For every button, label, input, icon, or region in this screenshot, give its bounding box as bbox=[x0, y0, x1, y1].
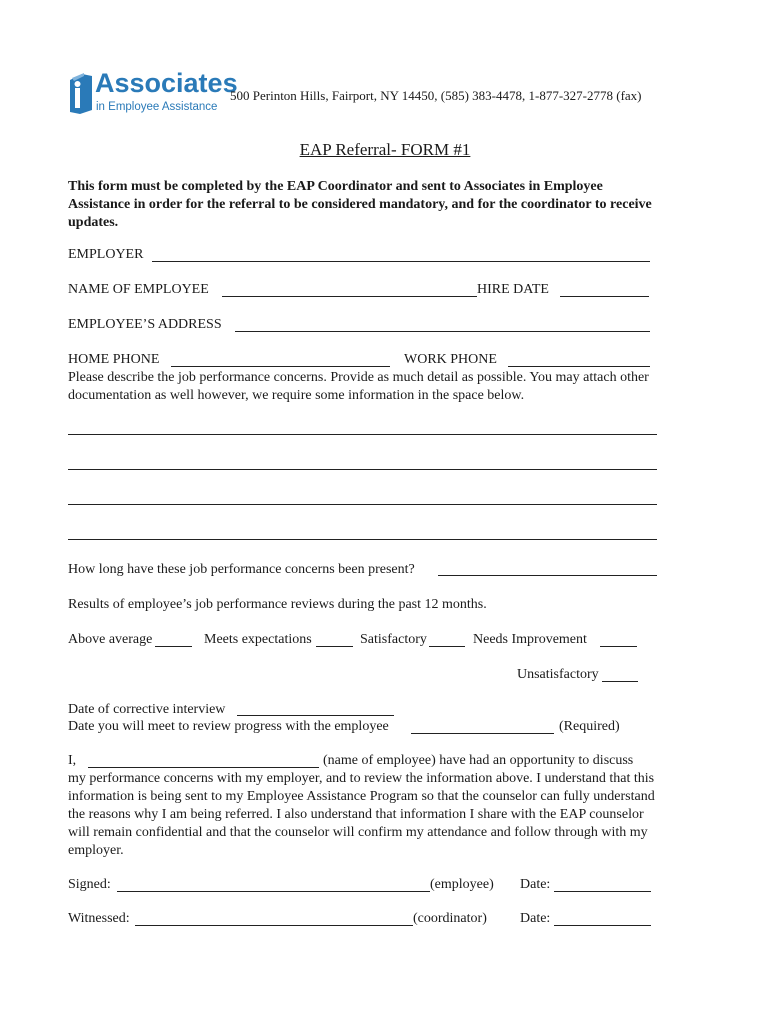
coordinator-tag: (coordinator) bbox=[413, 911, 487, 926]
witnessed-date-field[interactable] bbox=[554, 925, 651, 926]
rating-meets-field[interactable] bbox=[316, 646, 353, 647]
employee-name-field[interactable] bbox=[222, 296, 477, 297]
work-phone-label: WORK PHONE bbox=[404, 352, 497, 367]
reviews-prompt: Results of employee’s job performance reviews during the past 12 months. bbox=[68, 597, 487, 612]
ack-text: my performance concerns with my employer, and to review the information above. I understand that this information is being sent to my Employee Assistance Program so that the counselor can fully understand the reasons why I am being referred. I also understand that information I share with the EAP counselor will remain confidential and that the counselor will confirm my attendance and follow through with my employer. bbox=[68, 771, 655, 858]
signed-field[interactable] bbox=[117, 891, 430, 892]
rating-needs-improvement-field[interactable] bbox=[600, 646, 637, 647]
rating-unsatisfactory-label: Unsatisfactory bbox=[517, 667, 599, 682]
ack-text-first: (name of employee) have had an opportunity to discuss bbox=[323, 753, 634, 768]
home-phone-field[interactable] bbox=[171, 366, 390, 367]
hire-date-field[interactable] bbox=[560, 296, 649, 297]
work-phone-field[interactable] bbox=[508, 366, 650, 367]
rating-above-average-label: Above average bbox=[68, 632, 153, 647]
employee-name-label: NAME OF EMPLOYEE bbox=[68, 282, 209, 297]
concerns-line-1[interactable] bbox=[68, 434, 657, 435]
signed-label: Signed: bbox=[68, 877, 111, 892]
rating-needs-improvement-label: Needs Improvement bbox=[473, 632, 587, 647]
employee-address-field[interactable] bbox=[235, 331, 650, 332]
concerns-line-4[interactable] bbox=[68, 539, 657, 540]
concerns-line-2[interactable] bbox=[68, 469, 657, 470]
witnessed-date-label: Date: bbox=[520, 911, 551, 926]
ack-employee-name-field[interactable] bbox=[88, 767, 319, 768]
company-address: 500 Perinton Hills, Fairport, NY 14450, (585) 383-4478, 1-877-327-2778 (fax) bbox=[230, 88, 642, 103]
hire-date-label: HIRE DATE bbox=[477, 282, 549, 297]
rating-above-average-field[interactable] bbox=[155, 646, 192, 647]
employee-address-label: EMPLOYEE’S ADDRESS bbox=[68, 317, 222, 332]
rating-unsatisfactory-field[interactable] bbox=[602, 681, 638, 682]
required-note: (Required) bbox=[559, 719, 620, 734]
witnessed-label: Witnessed: bbox=[68, 911, 130, 926]
logo-name: Associates bbox=[95, 68, 238, 98]
corrective-interview-label: Date of corrective interview bbox=[68, 702, 226, 717]
book-icon bbox=[68, 72, 94, 116]
concerns-line-3[interactable] bbox=[68, 504, 657, 505]
review-meeting-field[interactable] bbox=[411, 733, 554, 734]
company-logo bbox=[68, 68, 238, 120]
ack-i: I, bbox=[68, 753, 77, 768]
employer-label: EMPLOYER bbox=[68, 247, 144, 262]
duration-field[interactable] bbox=[438, 575, 657, 576]
signed-date-label: Date: bbox=[520, 877, 551, 892]
witnessed-field[interactable] bbox=[135, 925, 413, 926]
rating-meets-label: Meets expectations bbox=[204, 632, 312, 647]
signed-date-field[interactable] bbox=[554, 891, 651, 892]
form-intro: This form must be completed by the EAP Coordinator and sent to Associates in Employee Assistance in order for the referral to be considered mandatory, and for the coordinator to receive updates. bbox=[68, 179, 652, 230]
employee-tag: (employee) bbox=[430, 877, 494, 892]
employer-field[interactable] bbox=[152, 261, 650, 262]
review-meeting-label: Date you will meet to review progress with the employee bbox=[68, 719, 389, 734]
logo-subtitle: in Employee Assistance bbox=[96, 101, 218, 113]
home-phone-label: HOME PHONE bbox=[68, 352, 160, 367]
corrective-interview-field[interactable] bbox=[237, 715, 394, 716]
rating-satisfactory-field[interactable] bbox=[429, 646, 465, 647]
rating-satisfactory-label: Satisfactory bbox=[360, 632, 427, 647]
concerns-prompt: Please describe the job performance concerns. Provide as much detail as possible. You may attach other documentation as well however, we require some information in the space below. bbox=[68, 370, 649, 403]
duration-question: How long have these job performance concerns been present? bbox=[68, 562, 415, 577]
form-title: EAP Referral- FORM #1 bbox=[299, 140, 471, 159]
